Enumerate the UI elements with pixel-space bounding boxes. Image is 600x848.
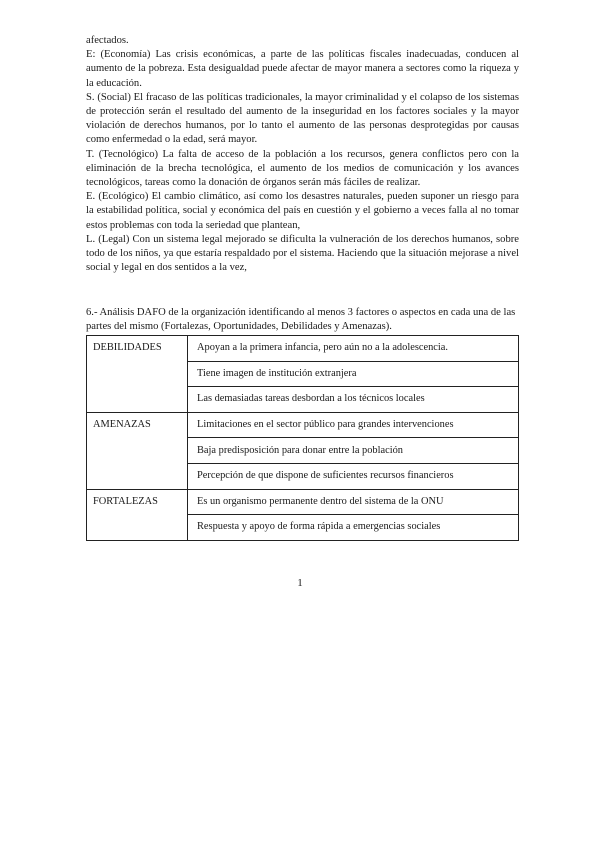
body-text [86, 34, 519, 275]
question-heading: 6.- Análisis DAFO de la organización identificando al menos 3 factores o aspectos en cada una de las partes del mismo (Fortalezas, Oportunidades, Debilidades y Amenazas). [86, 307, 516, 333]
paragraph-tecnologico: T. (Tecnológico) La falta de acceso de la población a los recursos, genera conflictos pero con la eliminación de la brecha tecnológica, el aumento de los medios de comunicación y los avances tecnológicos, tareas como la donación de órganos serán más fáciles de realizar. [86, 148, 519, 189]
table-row [87, 412, 519, 438]
table-row [87, 489, 519, 515]
paragraph-legal: L. (Legal) Con un sistema legal mejorado se dificulta la vulneración de los derechos humanos, sobre todo de los niños, ya que estaría respaldado por el sistema. Haciendo que la situación mejorase a nivel social y legal en dos sentidos a la vez, [86, 233, 519, 274]
category-fortalezas: FORTALEZAS [87, 489, 188, 540]
paragraph-social: S. (Social) El fracaso de las políticas tradicionales, la mayor criminalidad y el colapso de los sistemas de protección serán el resultado del aumento de la inseguridad en los factores sociales y la mayor violación de derechos humanos, por lo tanto el aumento de las personas desprotegidas por causas como enfermedad o la edad, será mayor. [86, 91, 519, 146]
category-debilidades: DEBILIDADES [87, 336, 188, 413]
table-cell: Baja predisposición para donar entre la población [188, 438, 519, 464]
category-amenazas: AMENAZAS [87, 412, 188, 489]
table-cell: Es un organismo permanente dentro del sistema de la ONU [188, 489, 519, 515]
table-cell: Apoyan a la primera infancia, pero aún no a la adolescencia. [188, 336, 519, 362]
table-cell: Tiene imagen de institución extranjera [188, 361, 519, 387]
paragraph-continuation: afectados. [86, 35, 129, 46]
table-cell: Percepción de que dispone de suficientes recursos financieros [188, 463, 519, 489]
paragraph-ecologico: E. (Ecológico) El cambio climático, así como los desastres naturales, pueden suponer un riesgo para la estabilidad política, social y económica del país en cuestión y el gobierno a veces falla al no tomar estos problemas con toda la seriedad que plantean, [86, 191, 519, 231]
table-cell: Las demasiadas tareas desbordan a los técnicos locales [188, 387, 519, 413]
page-number: 1 [297, 577, 303, 589]
dafo-table [86, 335, 519, 541]
table-cell: Respuesta y apoyo de forma rápida a emergencias sociales [188, 515, 519, 541]
table-row [87, 336, 519, 362]
table-cell: Limitaciones en el sector público para grandes intervenciones [188, 412, 519, 438]
paragraph-economia: E: (Economía) Las crisis económicas, a parte de las políticas fiscales inadecuadas, conducen al aumento de la pobreza. Esta desigualdad puede afectar de mayor manera a sectores como la riqueza y la educación. [86, 49, 519, 89]
